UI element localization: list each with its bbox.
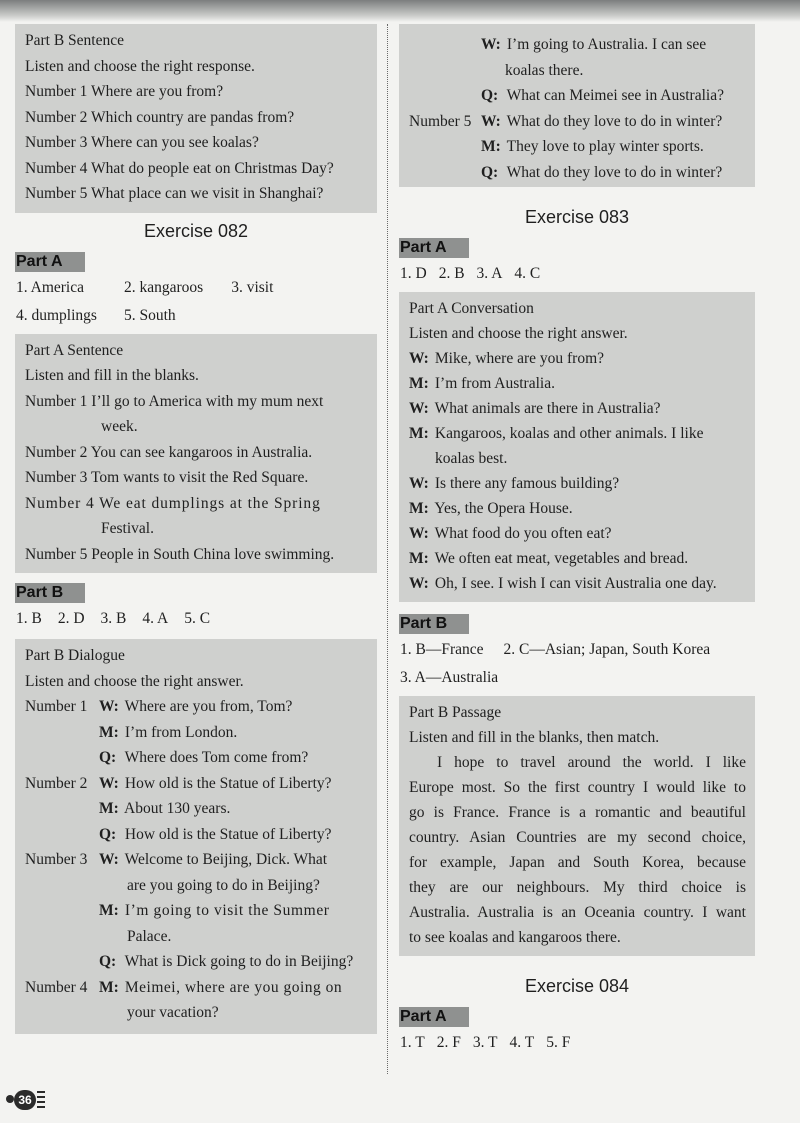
- dialogue-line: M: I’m from London.: [99, 723, 238, 741]
- exercise-084-title: Exercise 084: [524, 976, 630, 996]
- dialogue-line: your vacation?: [127, 1004, 219, 1021]
- box-instruction: Listen and choose the right answer.: [409, 325, 628, 342]
- box-title: Part B Dialogue: [25, 647, 125, 664]
- box-line: Number 1 Where are you from?: [25, 83, 224, 100]
- dialogue-line: are you going to do in Beijing?: [127, 876, 320, 894]
- box-line: Number 3 Where can you see koalas?: [25, 134, 259, 151]
- dialogue-line: M: Yes, the Opera House.: [409, 500, 573, 517]
- passage-line: country. Asian Countries are my second choice,: [409, 829, 746, 846]
- sentence-line: Number 4 We eat dumplings at the Spring: [25, 494, 321, 512]
- answer: 3. A: [476, 265, 503, 282]
- dialogue-line: M: Kangaroos, koalas and other animals. I like: [409, 425, 704, 442]
- ex081-partB-sentence-box: [15, 24, 377, 213]
- answer: 1. B: [16, 610, 42, 627]
- part-b-answers: [15, 605, 377, 633]
- column-divider: [387, 24, 388, 1074]
- page-number: 36: [14, 1090, 36, 1110]
- answer: 1. T: [400, 1034, 425, 1051]
- part-a-answers-row2: [15, 302, 377, 330]
- answer: 1. D: [400, 265, 427, 282]
- part-a-label: Part A: [399, 238, 469, 258]
- dialogue-line: Q: What is Dick going to do in Beijing?: [99, 953, 354, 970]
- top-edge-band: [0, 0, 800, 22]
- answer: 4. dumplings: [16, 306, 97, 324]
- box-instruction: Listen and choose the right answer.: [25, 672, 244, 690]
- left-column: [15, 24, 377, 1034]
- dialogue-line: W: I’m going to Australia. I can see: [481, 36, 707, 53]
- dialogue-line: Number 5 W: What do they love to do in winter?: [409, 112, 723, 130]
- answer: 5. South: [123, 306, 176, 324]
- ex082-partB-dialogue-box: [15, 639, 377, 1034]
- passage-line: I hope to travel around the world. I like: [437, 754, 746, 771]
- passage-line: to see koalas and kangaroos there.: [409, 929, 621, 946]
- dialogue-line: M: They love to play winter sports.: [481, 138, 704, 155]
- ex082-partA-box: [15, 334, 377, 574]
- answer: 3. B: [100, 610, 127, 627]
- sentence-line: Number 1 I’ll go to America with my mum next: [25, 392, 324, 410]
- answer: 4. C: [514, 265, 541, 282]
- dialogue-line: M: I’m going to visit the Summer: [99, 902, 330, 919]
- sentence-line: Festival.: [101, 520, 154, 537]
- part-b-answers-row2: 3. A—Australia: [400, 669, 499, 686]
- box-line: Part B Sentence: [25, 32, 125, 49]
- passage-line: Europe most. So the first country I would like to: [409, 779, 746, 796]
- answer: 2. B: [438, 265, 465, 282]
- dialogue-line: Palace.: [127, 927, 172, 945]
- part-b-answers-row1: [399, 636, 755, 664]
- answer: 5. C: [184, 610, 211, 627]
- dialogue-line: W: Oh, I see. I wish I can visit Australia one day.: [409, 575, 717, 592]
- ex083-partA-conversation-box: [399, 292, 755, 602]
- passage-line: go is France. France is a romantic and beautiful: [409, 804, 746, 821]
- sentence-line: Number 5 People in South China love swimming.: [25, 545, 335, 563]
- right-column: [399, 24, 755, 1057]
- part-b-label: Part B: [15, 583, 85, 603]
- dialogue-line: M: About 130 years.: [99, 800, 231, 817]
- answer: 1. B—France: [400, 641, 484, 658]
- dialogue-line: koalas there.: [505, 61, 584, 79]
- sound-waves-icon: [37, 1091, 45, 1109]
- answer: 2. F: [436, 1034, 461, 1051]
- dialogue-line: koalas best.: [435, 450, 508, 467]
- answer: 3. visit: [231, 278, 274, 296]
- answer: 1. America: [16, 278, 85, 296]
- dialogue-line: M: We often eat meat, vegetables and bread.: [409, 550, 689, 567]
- dialogue-line: Q: What do they love to do in winter?: [481, 163, 723, 181]
- dialogue-line: W: What animals are there in Australia?: [409, 400, 661, 417]
- ex082-partB-continued-box: [399, 24, 755, 187]
- ex083-partB-passage-box: [399, 696, 755, 956]
- dialogue-line: Number 4 M: Meimei, where are you going on: [25, 978, 343, 996]
- passage-line: they are our neighbours. My third choice is: [409, 879, 746, 896]
- dialogue-line: W: Is there any famous building?: [409, 475, 620, 492]
- box-line: Number 5 What place can we visit in Shanghai?: [25, 185, 324, 202]
- box-line: Number 2 Which country are pandas from?: [25, 108, 295, 126]
- box-line: Number 4 What do people eat on Christmas Day?: [25, 159, 334, 177]
- passage-line: Australia. Australia is an Oceania country. I want: [409, 904, 746, 921]
- dialogue-line: Q: Where does Tom come from?: [99, 749, 309, 766]
- dialogue-line: M: I’m from Australia.: [409, 375, 555, 392]
- box-line: Listen and choose the right response.: [25, 57, 255, 75]
- dialogue-line: W: Mike, where are you from?: [409, 350, 605, 367]
- sentence-line: Number 2 You can see kangaroos in Australia.: [25, 443, 313, 461]
- part-a-label: Part A: [15, 252, 85, 272]
- sentence-line: week.: [101, 418, 138, 435]
- sentence-line: Number 3 Tom wants to visit the Red Square.: [25, 469, 309, 486]
- answer: 2. C—Asian; Japan, South Korea: [503, 641, 711, 658]
- answer: 3. T: [472, 1034, 498, 1051]
- answer: 2. D: [57, 610, 85, 627]
- dialogue-line: W: What food do you often eat?: [409, 525, 612, 542]
- answer: 4. A: [142, 610, 169, 627]
- part-a-label: Part A: [399, 1007, 469, 1027]
- box-title: Part B Passage: [409, 704, 502, 721]
- page-number-badge: [6, 1088, 42, 1112]
- dialogue-line: Number 3 W: Welcome to Beijing, Dick. What: [25, 851, 328, 868]
- part-a-answers-row1: [15, 274, 377, 302]
- part-b-label: Part B: [399, 614, 469, 634]
- speaker-dot-icon: [6, 1095, 14, 1103]
- answer: 5. F: [546, 1034, 571, 1051]
- answer: 2. kangaroos: [124, 278, 204, 296]
- exercise-082-title: Exercise 082: [143, 220, 249, 241]
- dialogue-line: Number 2 W: How old is the Statue of Liberty?: [25, 774, 332, 792]
- box-title: Part A Conversation: [409, 300, 534, 317]
- box-instruction: Listen and fill in the blanks, then match.: [409, 729, 660, 746]
- exercise-083-title: Exercise 083: [524, 207, 630, 227]
- part-a-answers: [399, 260, 755, 288]
- answer: 4. T: [509, 1034, 535, 1051]
- part-a-answers: [399, 1029, 755, 1057]
- box-title: Part A Sentence: [25, 341, 124, 359]
- dialogue-line: Number 1 W: Where are you from, Tom?: [25, 698, 293, 715]
- dialogue-line: Q: How old is the Statue of Liberty?: [99, 825, 332, 843]
- box-instruction: Listen and fill in the blanks.: [25, 367, 199, 384]
- passage-line: for example, Japan and South Korea, because: [409, 854, 746, 871]
- dialogue-line: Q: What can Meimei see in Australia?: [481, 87, 724, 104]
